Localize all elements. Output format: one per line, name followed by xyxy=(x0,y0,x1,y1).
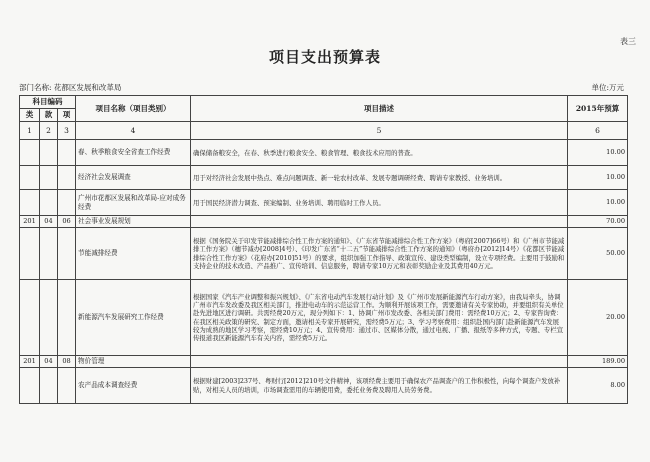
amount-cell: 10.00 xyxy=(568,140,628,166)
xiang-cell xyxy=(58,280,76,356)
budget-table xyxy=(19,95,628,404)
xiang-cell: 06 xyxy=(58,216,76,228)
amount-cell: 20.00 xyxy=(568,280,628,356)
kuan-cell xyxy=(40,166,58,190)
kuan-header: 款 xyxy=(40,109,58,122)
project-desc-cell xyxy=(191,356,568,368)
kuan-cell xyxy=(40,368,58,404)
amount-cell: 10.00 xyxy=(568,166,628,190)
index-row xyxy=(20,122,628,140)
project-desc-cell: 确保储备粮安全，在春、秋季进行粮食安全、粮食管理、粮食技术应用的普查。 xyxy=(191,140,568,166)
xiang-cell xyxy=(58,166,76,190)
project-name-cell: 物价管理 xyxy=(76,356,191,368)
table-row xyxy=(20,166,628,190)
xiang-cell xyxy=(58,190,76,216)
xiang-cell xyxy=(58,140,76,166)
kuan-cell: 04 xyxy=(40,356,58,368)
index-cell: 3 xyxy=(58,122,76,140)
lei-cell xyxy=(20,228,40,280)
amount-cell: 189.00 xyxy=(568,356,628,368)
amount-cell: 70.00 xyxy=(568,216,628,228)
project-desc-cell: 根据国家《汽车产业调整和振兴规划》、《广东省电动汽车发展行动计划》及《广州市发展新能源汽车行动方案》，由我局牵头，协调广州市汽车发改委及我区相关部门，推进电动车的示范运营工作。为顺利开展该项工作，需要邀请有关专家协助，并要组织有关单位赴先进地区进行调研。共需经费20万元，现分列如下：1、协调广州市发改委、各相关部门费用：需经费10万元；2、专家咨询费：在我区相关政策的研究、制定方面，邀请相关专家开展研究，需经费5万元；3、学习考察费用：组织赴国内部门赴新能源汽车发展较为成熟的地区学习考察，需经费10万元；4、宣传费用：通过市、区媒体分散，通过电视、广播、报纸等多种方式，专题、专栏宣传报道我区新能源汽车有关内容，需经费5万元。 xyxy=(191,280,568,356)
project-name-cell: 春、秋季粮食安全省查工作经费 xyxy=(76,140,191,166)
lei-cell xyxy=(20,190,40,216)
table-row xyxy=(20,368,628,404)
project-name-cell: 社会事业发展规划 xyxy=(76,216,191,228)
index-cell: 6 xyxy=(568,122,628,140)
page-title: 项目支出预算表 xyxy=(268,48,381,66)
amount-cell: 8.00 xyxy=(568,368,628,404)
table-row xyxy=(20,190,628,216)
kuan-cell xyxy=(40,190,58,216)
project-desc-cell: 用于对经济社会发展中热点、难点问题调查、新一轮农村改革、发展专题调研经费、聘请专家教授、业务培训。 xyxy=(191,166,568,190)
sheet-label: 表三 xyxy=(620,37,636,46)
xiang-header: 项 xyxy=(58,109,76,122)
amount-cell: 50.00 xyxy=(568,228,628,280)
lei-cell xyxy=(20,280,40,356)
department-label: 部门名称: 花都区发展和改革局 xyxy=(19,83,122,92)
unit-label: 单位:万元 xyxy=(591,83,624,92)
subject-code-header: 科目编码 xyxy=(20,96,76,109)
kuan-cell xyxy=(40,140,58,166)
lei-cell: 201 xyxy=(20,216,40,228)
lei-cell xyxy=(20,166,40,190)
kuan-cell xyxy=(40,228,58,280)
project-name-cell: 广州市花都区发展和改革局-应对成务经费 xyxy=(76,190,191,216)
project-name-cell: 新能源汽车发展研究工作经费 xyxy=(76,280,191,356)
table-row xyxy=(20,216,628,228)
project-desc-header: 项目描述 xyxy=(191,96,568,122)
budget-2015-header: 2015年预算 xyxy=(568,96,628,122)
project-desc-cell: 根据财建[2003]237号、粤财行[2012]210号文件精神，该项经费主要用于确保农产品调查户的工作积极性，向每个调查户发放补贴，对相关人员的培训，市场调查需用的车辆使用费，委托业务费及聘用人员劳务费。 xyxy=(191,368,568,404)
table-row xyxy=(20,140,628,166)
project-name-cell: 经济社会发展调查 xyxy=(76,166,191,190)
index-cell: 1 xyxy=(20,122,40,140)
project-name-cell: 节能减排经费 xyxy=(76,228,191,280)
table-row xyxy=(20,228,628,280)
xiang-cell: 08 xyxy=(58,356,76,368)
table-row xyxy=(20,280,628,356)
xiang-cell xyxy=(58,228,76,280)
index-cell: 5 xyxy=(191,122,568,140)
lei-cell xyxy=(20,140,40,166)
project-desc-cell xyxy=(191,216,568,228)
project-name-cell: 农产品成本调查经费 xyxy=(76,368,191,404)
kuan-cell xyxy=(40,280,58,356)
amount-cell: 10.00 xyxy=(568,190,628,216)
xiang-cell xyxy=(58,368,76,404)
table-row xyxy=(20,356,628,368)
project-desc-cell: 用于国民经济潜力调查、预案编制、业务培训、聘用临时工作人员。 xyxy=(191,190,568,216)
index-cell: 4 xyxy=(76,122,191,140)
index-cell: 2 xyxy=(40,122,58,140)
project-desc-cell: 根据《国务院关于印发节能减排综合性工作方案的通知》、《广东省节能减排综合性工作方案》（粤府[2007]66号）和《广州市节能减排工作方案》（穗节减办[2008]4号）、《印发广东省“十二五”节能减排综合性工作方案的通知》（粤府办[2012]14号）《花都区节能减排综合性工作方案》（花府办[2010]51号）的要求，组织加强工作指导、政策宣传、建设类型编制，设立专项经费。主要用于鼓励和支持企业的技术改造、产品推广、宣传培训、信息服务，聘请专家10万元和表彰奖励企业及其费用40万元。 xyxy=(191,228,568,280)
kuan-cell: 04 xyxy=(40,216,58,228)
lei-cell xyxy=(20,368,40,404)
lei-cell: 201 xyxy=(20,356,40,368)
lei-header: 类 xyxy=(20,109,40,122)
project-name-header: 项目名称（项目类别） xyxy=(76,96,191,122)
